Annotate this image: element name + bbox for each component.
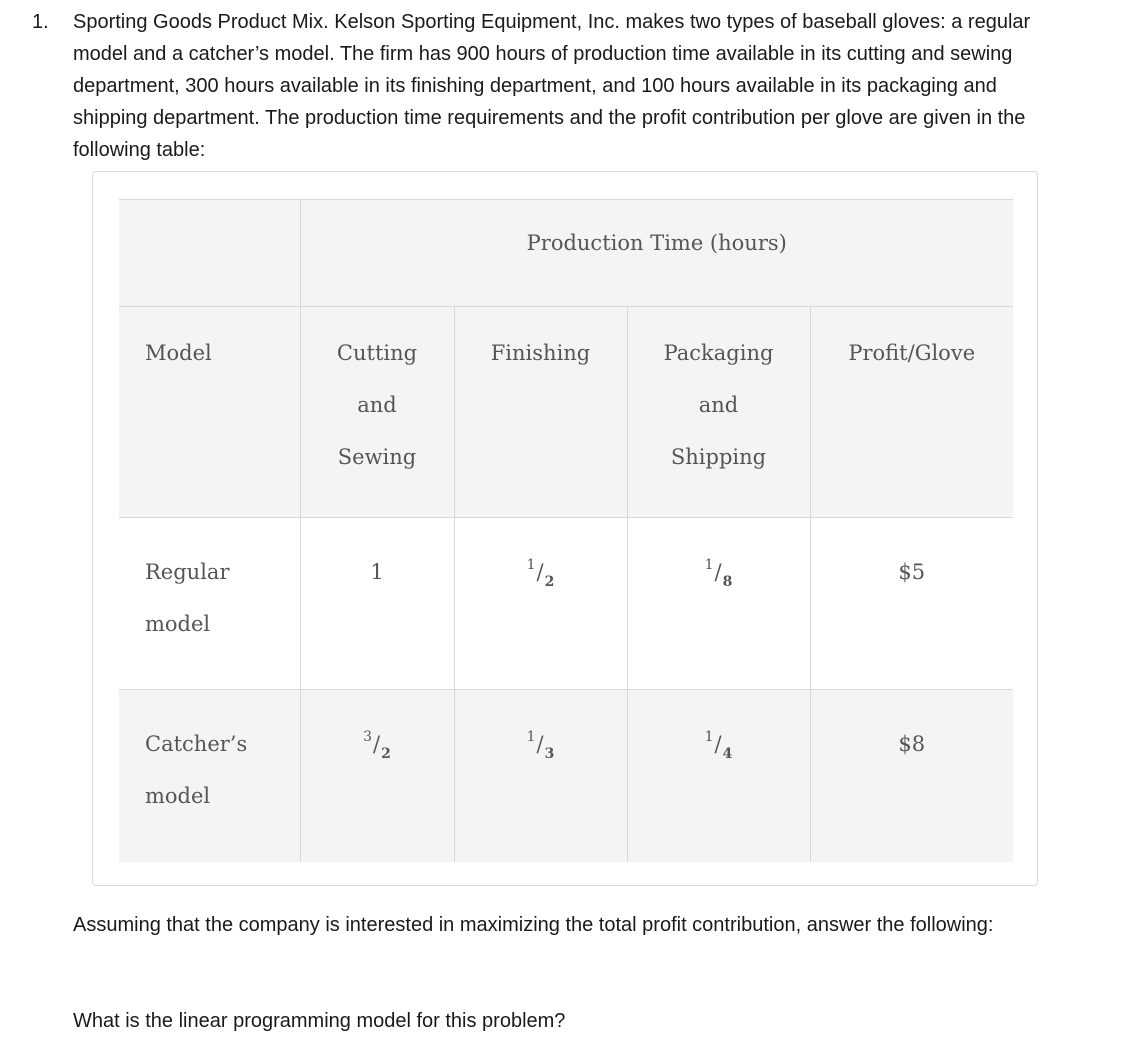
regular-profit-value: $5	[898, 560, 926, 584]
packaging-label-line-2: and	[698, 393, 739, 417]
catcher-finishing-cell	[454, 690, 627, 862]
catcher-cutting-cell	[300, 690, 454, 862]
profit-column-header	[810, 307, 1013, 518]
cutting-label-line-3: Sewing	[337, 445, 417, 469]
regular-finishing-cell	[454, 518, 627, 690]
catcher-packaging-cell	[627, 690, 810, 862]
catcher-profit-value: $8	[898, 732, 926, 756]
model-column-label: Model	[145, 341, 212, 365]
catcher-model-line-2: model	[145, 784, 211, 808]
catcher-packaging-fraction: $^1/_4$	[704, 729, 733, 763]
table-row-catcher	[119, 690, 1013, 862]
problem-intro: Sporting Goods Product Mix. Kelson Sporting Equipment, Inc. makes two types of baseball gloves: a regular model and a catcher’s model. The firm has 900 hours of production time available in its cutting and sewing department, 300 hours available in its finishing department, and 100 hours available in its packaging and shipping department. The production time requirements and the profit contribution per glove are given in the following table:	[73, 11, 1031, 161]
finishing-column-label: Finishing	[490, 341, 591, 365]
regular-cutting-value: 1	[370, 560, 384, 584]
regular-model-cell	[119, 518, 300, 690]
packaging-label-line-3: Shipping	[670, 445, 767, 469]
problem-number: 1.	[32, 11, 49, 33]
catcher-model-cell	[119, 690, 300, 862]
production-table	[119, 199, 1013, 862]
table-header-row	[119, 200, 1013, 307]
regular-profit-cell	[810, 518, 1013, 690]
regular-model-line-1: Regular	[145, 560, 230, 584]
problem-question: What is the linear programming model for this problem?	[73, 1010, 566, 1032]
header-empty-cell	[119, 200, 300, 307]
finishing-column-header	[454, 307, 627, 518]
problem-outro: Assuming that the company is interested in maximizing the total profit contribution, answer the following:	[73, 914, 994, 936]
table-row-regular	[119, 518, 1013, 690]
regular-model-line-2: model	[145, 612, 211, 636]
regular-cutting-cell	[300, 518, 454, 690]
cutting-label-line-2: and	[357, 393, 397, 417]
catcher-profit-cell	[810, 690, 1013, 862]
regular-packaging-cell	[627, 518, 810, 690]
regular-finishing-fraction: $^1/_2$	[526, 557, 555, 591]
table-subheader-row	[119, 307, 1013, 518]
profit-column-label: Profit/Glove	[848, 341, 976, 365]
regular-packaging-fraction: $^1/_8$	[704, 557, 733, 591]
production-time-header-label: Production Time (hours)	[526, 231, 787, 255]
catcher-finishing-fraction: $^1/_3$	[526, 729, 555, 763]
production-table-frame	[92, 171, 1038, 886]
packaging-column-header	[627, 307, 810, 518]
production-time-header	[300, 200, 1013, 307]
cutting-column-header	[300, 307, 454, 518]
model-column-header	[119, 307, 300, 518]
cutting-label-line-1: Cutting	[336, 341, 418, 365]
catcher-model-line-1: Catcher’s	[145, 732, 248, 756]
packaging-label-line-1: Packaging	[663, 341, 774, 365]
catcher-cutting-fraction: $^3/_2$	[363, 729, 391, 763]
